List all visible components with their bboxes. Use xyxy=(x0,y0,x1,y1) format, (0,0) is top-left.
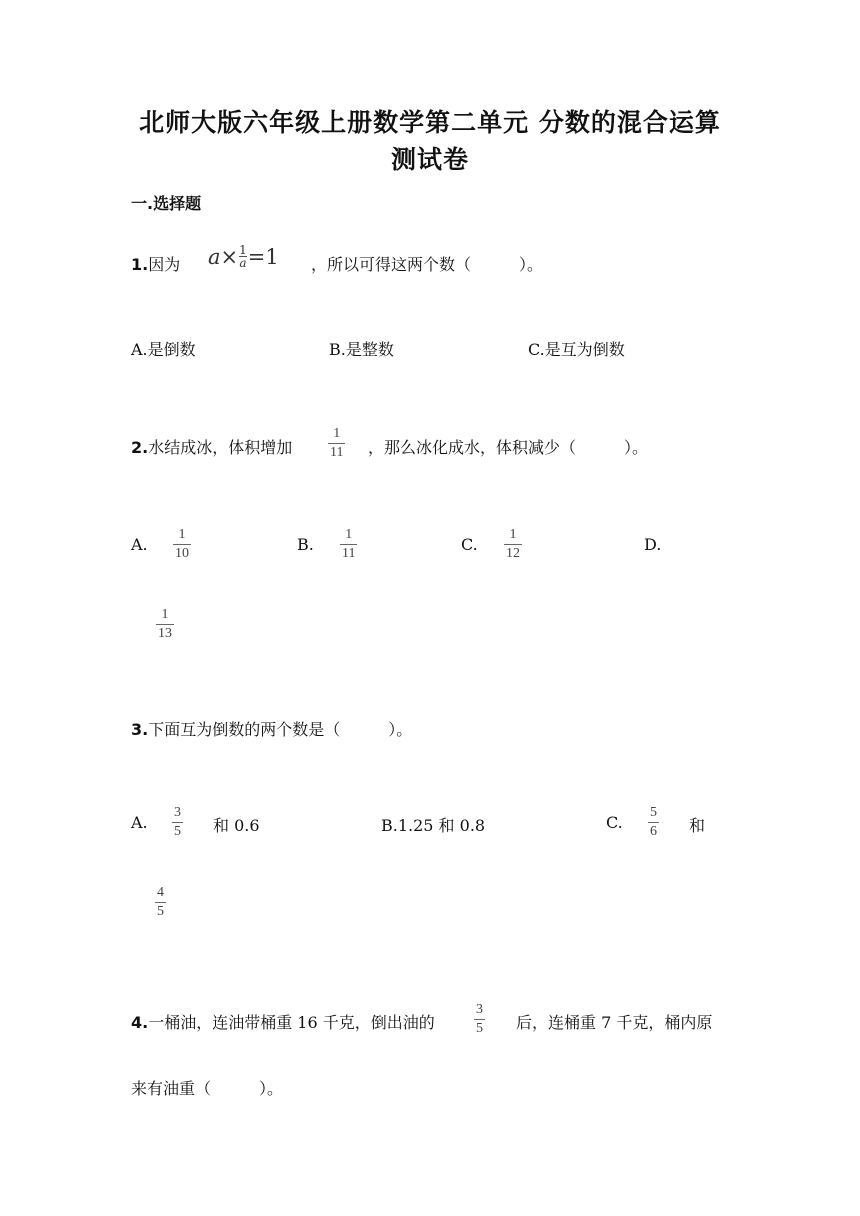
q4-suffix: 后，连桶重 7 千克，桶内原 xyxy=(516,1013,713,1032)
q3-option-a-rest[interactable]: 和 0.6 xyxy=(213,816,260,835)
q2-option-b-den: 11 xyxy=(342,546,356,561)
q2-option-b-fraction[interactable] xyxy=(340,528,357,561)
q4-fraction-den: 5 xyxy=(476,1021,483,1036)
q2-stem xyxy=(131,435,292,458)
q3-option-b[interactable]: B.1.25 和 0.8 xyxy=(381,816,486,835)
q2-prefix: 水结成冰，体积增加 xyxy=(148,438,293,457)
q3-option-a-label[interactable]: A. xyxy=(131,813,148,832)
q1-stem xyxy=(131,252,180,275)
q2-option-d-fraction[interactable] xyxy=(156,608,174,641)
q2-option-d-den: 13 xyxy=(158,626,172,641)
q3-option-c-num: 5 xyxy=(650,805,657,820)
q2-fraction-den: 11 xyxy=(330,445,344,460)
q1-option-c[interactable]: C.是互为倒数 xyxy=(528,340,625,359)
q3-number: 3. xyxy=(131,720,149,739)
q3-option-a-fraction[interactable] xyxy=(172,806,183,839)
q3-option-c-den2: 5 xyxy=(157,904,164,919)
q3-option-c-den: 6 xyxy=(650,824,657,839)
section-heading: 一.选择题 xyxy=(131,194,202,213)
q2-option-b-label[interactable]: B. xyxy=(297,535,314,554)
q1-number: 1. xyxy=(131,255,149,274)
q2-option-a-label[interactable]: A. xyxy=(131,535,148,554)
q1-formula-var: a xyxy=(208,244,221,269)
q2-number: 2. xyxy=(131,438,149,457)
page-title-line1: 北师大版六年级上册数学第二单元 分数的混合运算 xyxy=(139,108,721,137)
q3-option-c-label[interactable]: C. xyxy=(606,813,623,832)
q2-option-a-fraction[interactable] xyxy=(173,528,191,561)
q3-stem xyxy=(131,717,412,740)
q3-option-c-fraction[interactable] xyxy=(648,806,659,839)
q2-option-a-den: 10 xyxy=(175,546,189,561)
q1-formula-fraction xyxy=(239,244,247,269)
q1-suffix: ，所以可得这两个数（ ）。 xyxy=(311,255,544,274)
q2-fraction-num: 1 xyxy=(333,426,341,441)
q1-formula-times: × xyxy=(220,244,239,269)
q2-option-c-fraction[interactable] xyxy=(504,528,522,561)
q2-fraction xyxy=(328,427,345,460)
q1-option-a[interactable]: A.是倒数 xyxy=(131,340,196,359)
page-title-line2: 测试卷 xyxy=(390,145,469,174)
q2-option-d-num: 1 xyxy=(161,607,169,622)
q4-fraction xyxy=(474,1003,485,1036)
q1-option-b[interactable]: B.是整数 xyxy=(329,340,394,359)
q2-suffix: ，那么冰化成水，体积减少（ ）。 xyxy=(368,438,649,457)
q3-option-c-fraction2[interactable] xyxy=(155,886,166,919)
q4-line2: 来有油重（ ）。 xyxy=(131,1079,284,1098)
q1-prefix: 因为 xyxy=(148,255,181,274)
q3-option-c-rest[interactable]: 和 xyxy=(689,816,706,835)
q3-option-a-den: 5 xyxy=(174,824,181,839)
q1-formula-den: a xyxy=(239,256,247,270)
q4-stem xyxy=(131,1010,435,1033)
q2-option-c-num: 1 xyxy=(509,527,517,542)
q2-option-b-num: 1 xyxy=(345,527,353,542)
q2-option-c-den: 12 xyxy=(506,546,520,561)
q3-option-c-num2: 4 xyxy=(157,885,164,900)
q2-option-c-label[interactable]: C. xyxy=(461,535,478,554)
q3-text: 下面互为倒数的两个数是（ ）。 xyxy=(148,720,413,739)
q4-number: 4. xyxy=(131,1013,149,1032)
q2-option-d-label[interactable]: D. xyxy=(644,535,662,554)
q1-formula-equals: =1 xyxy=(247,244,279,269)
q1-formula-num: 1 xyxy=(239,243,247,257)
q3-option-a-num: 3 xyxy=(174,805,181,820)
q4-fraction-num: 3 xyxy=(476,1002,483,1017)
q1-formula xyxy=(208,244,279,269)
q2-option-a-num: 1 xyxy=(178,527,186,542)
q4-prefix: 一桶油，连油带桶重 16 千克，倒出油的 xyxy=(148,1013,435,1032)
